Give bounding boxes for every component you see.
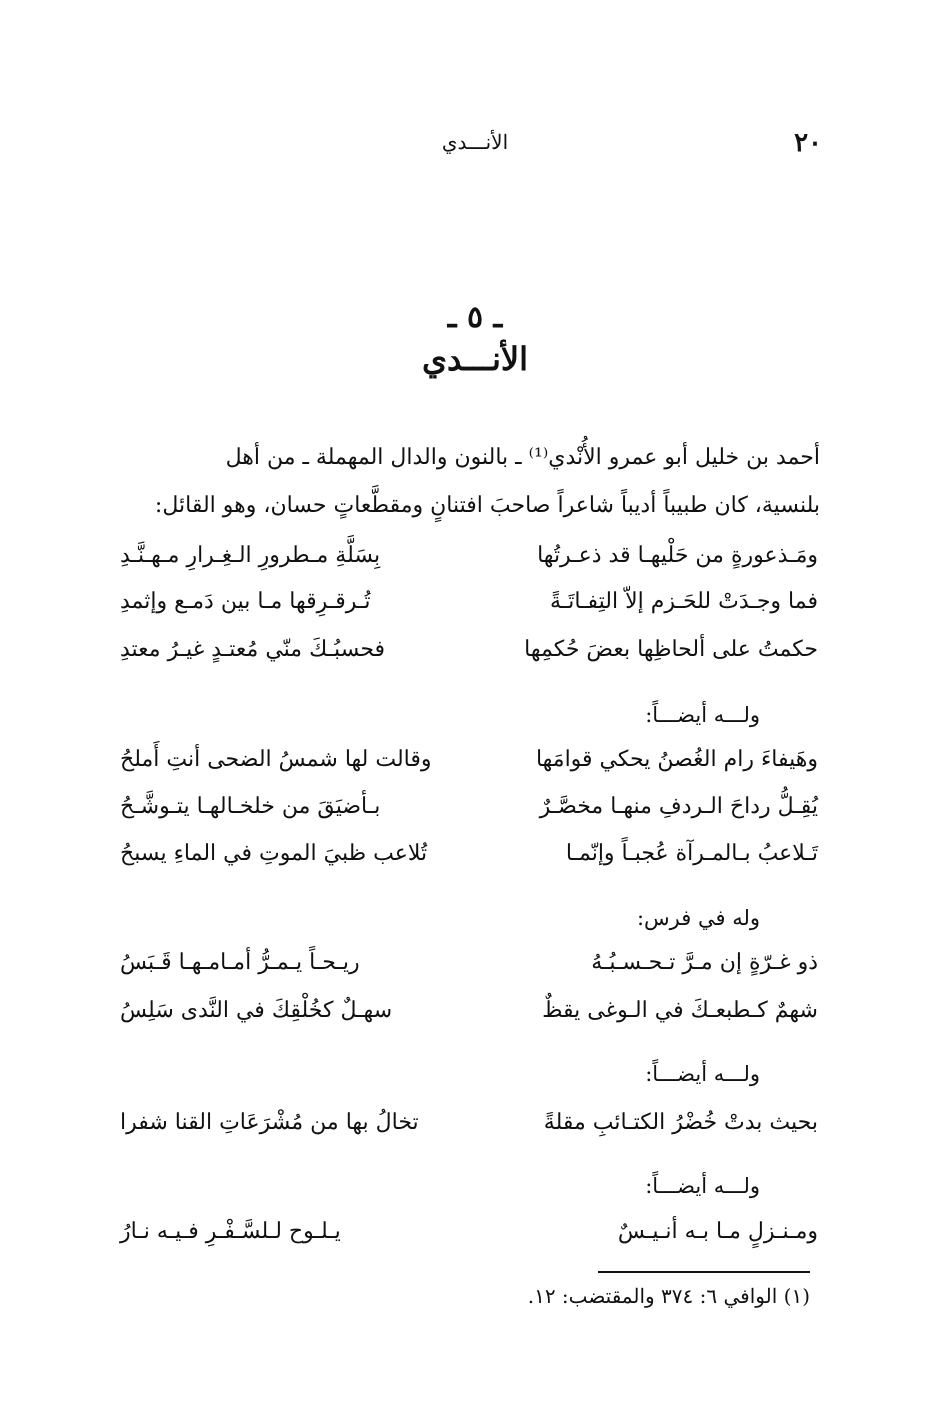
verse [0,1219,950,1265]
intro-line-2: بلنسية، كان طبيباً أديباً شاعراً صاحبَ افتنانٍ ومقطَّعاتٍ حسان، وهو القائل: [154,493,820,518]
verse [0,543,950,589]
verse-second-hemistich: فحسبُـكَ منّي مُعتـدٍ غيـرُ معتدِ [120,637,386,662]
verse-first-hemistich: ومـنـزلٍ مـا بـه أنـيـسٌ [617,1219,818,1244]
verse-second-hemistich: بـأضيَقَ من خلخـالهـا يتـوشَّـحُ [120,794,381,819]
verse-first-hemistich: تَـلاعبُ بـالمـرآة عُجبـاً وإنّمـا [565,841,818,866]
verse-second-hemistich: تُلاعب ظبيَ الموتِ في الماءِ يسبحُ [120,841,428,866]
entry-number: ـ ٥ ـ [447,300,503,335]
verse-second-hemistich: تُـرقـرِقها مـا بين دَمـع وإثمدِ [120,589,371,614]
poem-intro: ولـــه أيضـــاً: [645,1062,760,1086]
footnote: (١) الوافي ٦: ٣٧٤ والمقتضب: ١٢. [527,1284,810,1308]
verse-first-hemistich: بحيث بدتْ خُضْرُ الكتـائبِ مقلةً [543,1110,818,1135]
verse [0,1110,950,1156]
verse [0,637,950,683]
verse-second-hemistich: سهـلٌ كخُلْقِكَ في النَّدى سَلِسُ [120,998,393,1023]
verse [0,841,950,887]
running-header [0,128,950,160]
verse-second-hemistich: يـلـوح لـلسَّـفْـرِ فـيـه نـارُ [120,1219,341,1244]
verse [0,950,950,996]
intro-line-1: أحمد بن خليل أبو عمرو الأُنْدي⁽¹⁾ ـ بالنون والدال المهملة ـ من أهل [225,445,820,470]
verse-first-hemistich: حكمتُ على ألحاظِها بعضَ حُكمِها [524,637,818,662]
verse-second-hemistich: بِسَلَّةِ مـطرورِ الـغِـرارِ مـهـنَّـدِ [120,543,381,568]
poem-intro: ولـــه أيضـــاً: [645,703,760,727]
verse-first-hemistich: يُقِـلُّ رداحَ الـردفِ منهـا مخصَّـرٌ [539,794,818,819]
verse [0,589,950,635]
verse-first-hemistich: فما وجـدَتْ للحَـزم إلاّ التِفـاتَـةً [550,589,818,614]
verse-second-hemistich: وقالت لها شمسُ الضحى أنتِ أَملحُ [120,747,432,772]
verse-second-hemistich: ريـحـاً يـمـرُّ أمـامـهـا قَـبَسُ [120,950,360,975]
verse-first-hemistich: ذو غـرّةٍ إن مـرَّ تـحـسـبُـهُ [591,950,818,975]
verse-first-hemistich: شهمٌ كـطبعـكَ في الـوغى يقظٌ [542,998,818,1023]
verse-first-hemistich: وهَيفاءَ رام الغُصنُ يحكي قوامَها [535,747,818,772]
verse [0,747,950,793]
running-title: الأنـــدي [441,130,509,154]
verse [0,998,950,1044]
entry-title: الأنـــدي [421,340,528,378]
verse-first-hemistich: ومَـذعورةٍ من حَلْيهـا قد ذعـرتُها [537,543,818,568]
footnote-divider [598,1271,810,1273]
verse [0,794,950,840]
page-number: ٢٠ [794,128,822,158]
verse-second-hemistich: تخالُ بها من مُشْرَعَاتِ القنا شفرا [120,1110,419,1135]
poem-intro: ولـــه أيضـــاً: [645,1174,760,1198]
poem-intro: وله في فرس: [636,906,760,930]
